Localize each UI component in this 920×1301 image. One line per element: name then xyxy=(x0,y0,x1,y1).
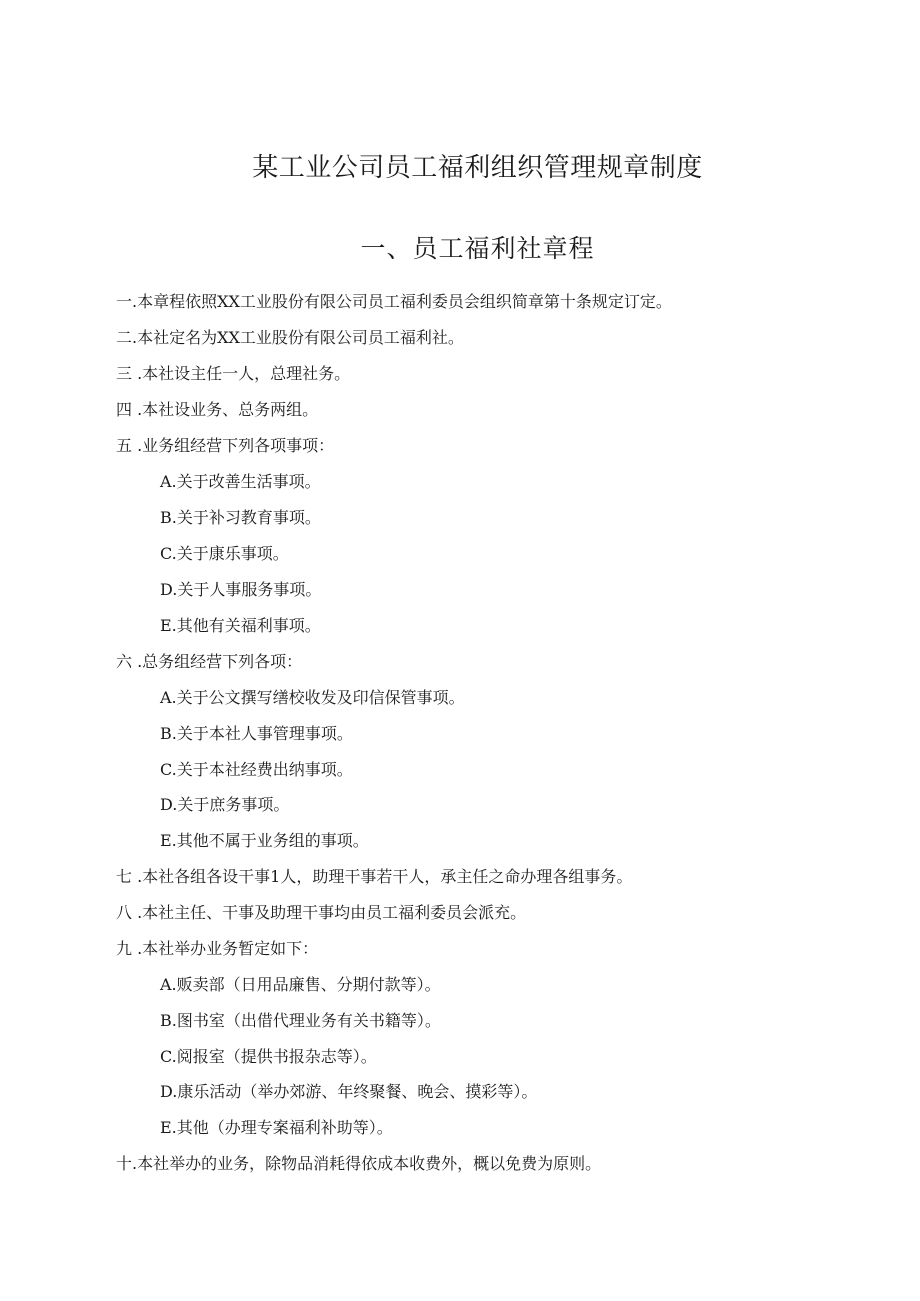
article-9-item-a: A.贩卖部（日用品廉售、分期付款等）。 xyxy=(160,975,441,994)
article-5-item-c: C.关于康乐事项。 xyxy=(160,544,289,563)
article-5-item-b: B.关于补习教育事项。 xyxy=(160,508,321,527)
article-6-item-c: C.关于本社经费出纳事项。 xyxy=(160,760,353,779)
article-9: 九 .本社举办业务暂定如下： xyxy=(116,939,319,958)
article-9-item-e: E.其他（办理专案福利补助等）。 xyxy=(160,1118,393,1137)
article-9-item-b: B.图书室（出借代理业务有关书籍等）。 xyxy=(160,1011,441,1030)
article-5-item-a: A.关于改善生活事项。 xyxy=(160,472,321,491)
article-6: 六 .总务组经营下列各项： xyxy=(116,652,303,671)
section-title: 一、员工福利社章程 xyxy=(360,234,595,263)
article-5-item-e: E.其他有关福利事项。 xyxy=(160,616,321,635)
article-3: 三 .本社设主任一人，总理社务。 xyxy=(116,364,351,383)
article-5: 五 .业务组经营下列各项事项： xyxy=(116,436,335,455)
article-7: 七 .本社各组各设干事1人，助理干事若干人，承主任之命办理各组事务。 xyxy=(116,867,633,886)
article-4: 四 .本社设业务、总务两组。 xyxy=(116,400,319,419)
document-title: 某工业公司员工福利组织管理规章制度 xyxy=(252,153,703,183)
article-9-item-c: C.阅报室（提供书报杂志等）。 xyxy=(160,1047,377,1066)
article-6-item-d: D.关于庶务事项。 xyxy=(160,795,290,814)
article-8: 八 .本社主任、干事及助理干事均由员工福利委员会派充。 xyxy=(116,903,527,922)
article-6-item-b: B.关于本社人事管理事项。 xyxy=(160,724,353,743)
article-2: 二.本社定名为XX工业股份有限公司员工福利社。 xyxy=(116,328,464,347)
article-1: 一.本章程依照XX工业股份有限公司员工福利委员会组织简章第十条规定订定。 xyxy=(116,292,672,311)
article-6-item-e: E.其他不属于业务组的事项。 xyxy=(160,831,369,850)
article-9-item-d: D.康乐活动（举办郊游、年终聚餐、晚会、摸彩等）。 xyxy=(160,1082,538,1101)
article-5-item-d: D.关于人事服务事项。 xyxy=(160,580,322,599)
article-6-item-a: A.关于公文撰写缮校收发及印信保管事项。 xyxy=(160,688,465,707)
article-10: 十.本社举办的业务，除物品消耗得依成本收费外，概以免费为原则。 xyxy=(116,1154,602,1173)
